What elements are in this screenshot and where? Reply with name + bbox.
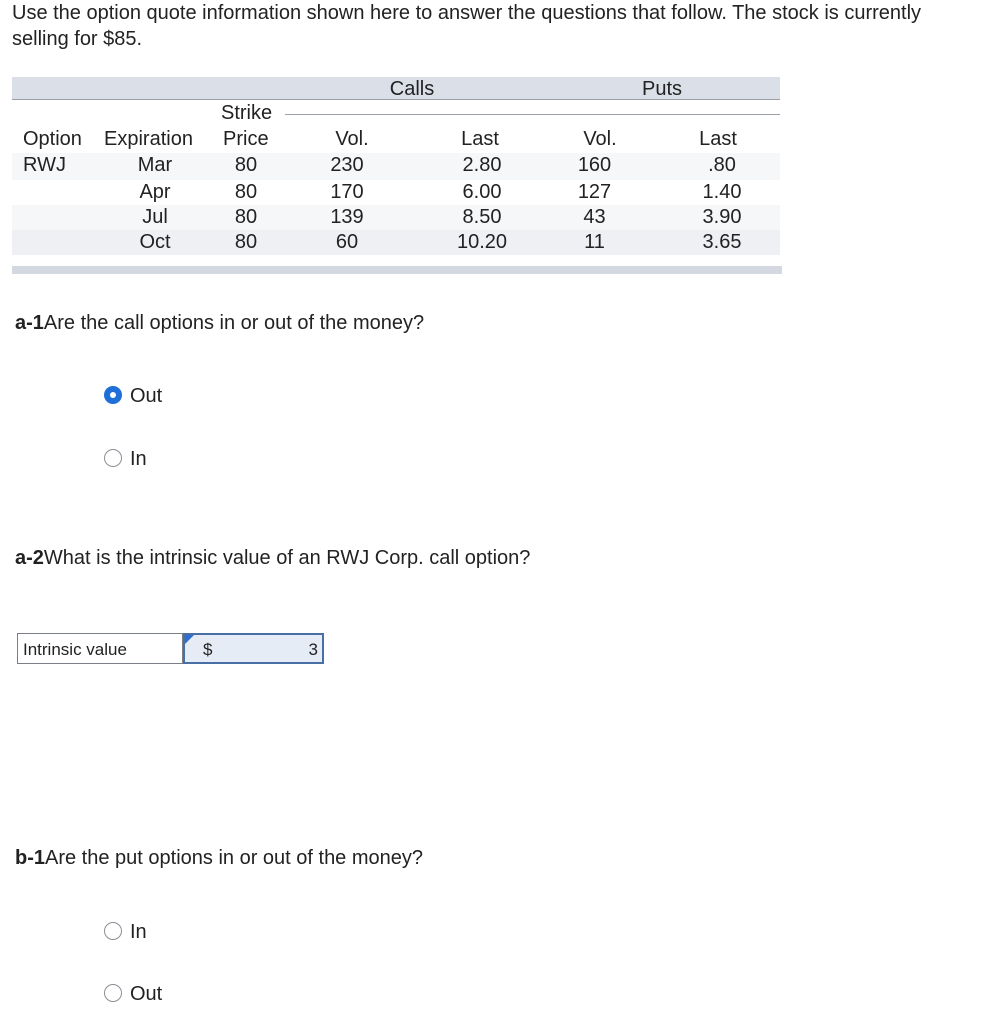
radio-a1-out[interactable] (104, 384, 224, 408)
currency-symbol: $ (203, 640, 213, 659)
cell-call-last: 2.80 (462, 154, 502, 176)
table-row (12, 180, 780, 205)
intrinsic-value-text[interactable]: 3 (308, 640, 318, 659)
cell-strike: 80 (234, 231, 258, 253)
cell-call-last: 10.20 (456, 231, 508, 253)
table-row (12, 230, 780, 255)
radio-selected-icon[interactable] (104, 386, 122, 404)
radio-label: In (130, 448, 147, 470)
col-header-call-vol: Vol. (335, 128, 369, 150)
intrinsic-value-label: Intrinsic value (17, 633, 183, 664)
radio-a1-in[interactable] (104, 447, 224, 471)
table-row (12, 153, 780, 180)
option-quote-table (12, 77, 780, 255)
cell-expiration: Jul (142, 206, 168, 228)
radio-b1-in[interactable] (104, 920, 224, 944)
col-header-expiration: Expiration (104, 128, 193, 150)
question-a1 (15, 311, 424, 335)
table-bottom-bar (12, 266, 782, 274)
question-number: a-2 (15, 547, 44, 569)
cell-strike: 80 (234, 181, 258, 203)
radio-label: Out (130, 385, 163, 407)
question-number: b-1 (15, 847, 45, 869)
cell-expiration: Oct (139, 231, 171, 253)
radio-b1-out[interactable] (104, 982, 224, 1006)
cell-put-last: 1.40 (702, 181, 742, 203)
col-header-put-vol: Vol. (583, 128, 617, 150)
cell-put-last: .80 (708, 154, 736, 176)
calls-group-label: Calls (389, 78, 435, 100)
radio-label: Out (130, 983, 163, 1005)
cell-call-vol: 60 (335, 231, 359, 253)
strike-label: Strike (221, 102, 273, 124)
intro-text: Use the option quote information shown here to answer the questions that follow. The stock is currently selling for $85. (12, 2, 922, 50)
cell-strike: 80 (234, 206, 258, 228)
question-a2 (15, 546, 530, 570)
intrinsic-value-input[interactable] (183, 633, 324, 664)
strike-rule (285, 114, 780, 115)
cell-put-vol: 11 (584, 231, 605, 253)
cell-put-last: 3.65 (702, 231, 742, 253)
question-text: Are the put options in or out of the money? (45, 847, 424, 869)
cell-call-last: 8.50 (462, 206, 502, 228)
radio-unselected-icon[interactable] (104, 449, 122, 467)
radio-unselected-icon[interactable] (104, 984, 122, 1002)
cell-call-last: 6.00 (462, 181, 502, 203)
cell-strike: 80 (234, 154, 258, 176)
cell-expiration: Apr (139, 181, 171, 203)
col-header-option: Option (23, 128, 82, 150)
question-number: a-1 (15, 312, 44, 334)
radio-unselected-icon[interactable] (104, 922, 122, 940)
question-text: What is the intrinsic value of an RWJ Corp. call option? (43, 547, 531, 569)
cell-put-vol: 127 (577, 181, 612, 203)
answer-flag-icon (185, 635, 194, 644)
cell-call-vol: 170 (330, 181, 364, 203)
cell-put-vol: 160 (577, 154, 612, 176)
cell-option: RWJ (23, 154, 66, 176)
puts-group-label: Puts (641, 78, 683, 100)
cell-put-vol: 43 (583, 206, 606, 228)
col-header-strike-price: Price (223, 128, 269, 150)
cell-expiration: Mar (137, 154, 173, 176)
cell-put-last: 3.90 (702, 206, 742, 228)
cell-call-vol: 230 (330, 154, 364, 176)
table-row (12, 205, 780, 230)
question-text: Are the call options in or out of the money? (43, 312, 425, 334)
cell-call-vol: 139 (330, 206, 364, 228)
col-header-put-last: Last (699, 128, 737, 150)
col-header-call-last: Last (461, 128, 499, 150)
radio-label: In (130, 921, 147, 943)
question-b1 (15, 846, 423, 870)
